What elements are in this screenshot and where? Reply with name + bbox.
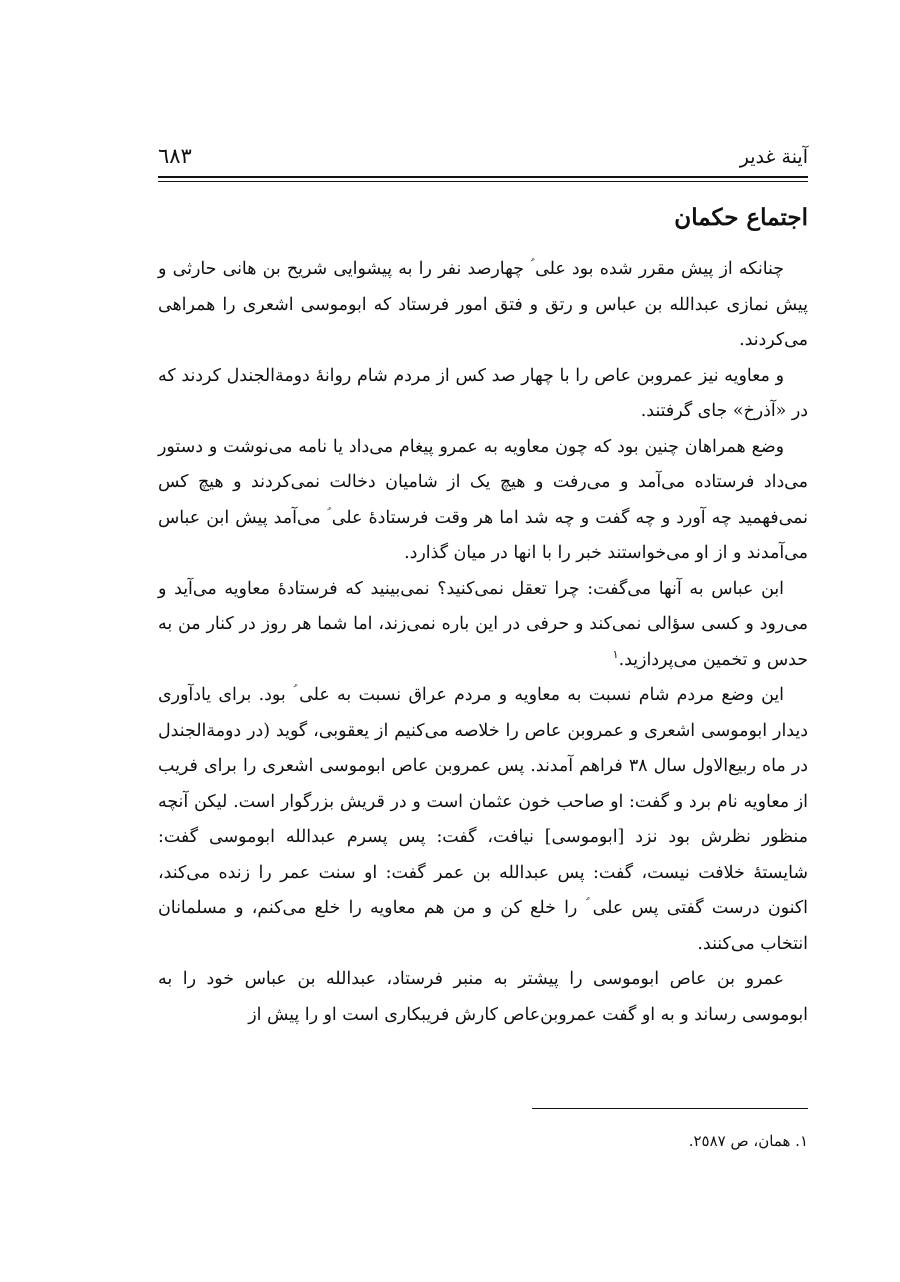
- section-title: اجتماع حكمان: [674, 204, 808, 231]
- page-header: [158, 140, 808, 178]
- paragraph-5: اين وضع مردم شام نسبت به معاويه و مردم عراق نسبت به علی ؑ بود. برای يادآوری ديدار ابوموسی اشعری و عمروبن عاص را خلاصه می‌كنيم از يعقوبی، گويد (در دومة‌الجندل در ماه ربيع‌الاول سال ٣٨ فراهم آمدند. پس عمروبن عاص ابوموسی اشعری را برای فريب از معاويه نام برد و گفت: او صاحب خون عثمان است و در قريش بزرگوار است. ليكن آنچه منظور نظرش بود نزد [ابوموسی] نيافت، گفت: پس پسرم عبدالله ابوموسی گفت: شايستۀ خلافت نيست، گفت: پس عبدالله بن عمر گفت: او سنت عمر را زنده می‌كند، اكنون درست گفتی پس علی ؑ را خلع كن و من هم معاويه را خلع می‌كنم، و مسلمانان انتخاب می‌كنند.: [158, 685, 808, 954]
- paragraph-1: چنانكه از پيش مقرر شده بود علی ؑ چهارصد نفر را به پيشوايی شريح بن هانی حارثی و پيش نمازی عبدالله بن عباس و رتق و فتق امور فرستاد كه ابوموسی اشعری را همراهی می‌كردند.: [158, 259, 808, 350]
- running-header-title: آينة غدير: [739, 146, 808, 168]
- header-rule: [158, 176, 808, 178]
- paragraph-4: [158, 572, 808, 679]
- header-rule-thin: [158, 181, 808, 182]
- paragraph-3: وضع همراهان چنين بود كه چون معاويه به عمرو پيغام می‌داد يا نامه می‌نوشت و دستور می‌داد فرستاده می‌آمد و می‌رفت و هيچ يک از شاميان دخالت نمی‌كردند و هيچ كس نمی‌فهميد چه آورد و چه گفت و چه شد اما هر وقت فرستادۀ علی ؑ می‌آمد پيش ابن عباس می‌آمدند و از او می‌خواستند خبر را با انها در ميان گذارد.: [158, 436, 808, 563]
- footnote-marker: ١: [612, 647, 619, 661]
- footnote-rule: [532, 1108, 808, 1109]
- footnote: ١. همان، ص ٢٥٨٧.: [688, 1132, 808, 1150]
- paragraph-4-text: ابن عباس به آنها می‌گفت: چرا تعقل نمی‌كنيد؟ نمی‌بينيد كه فرستادۀ معاويه می‌آيد و می‌رود و كسی سؤالی نمی‌كند و حرفی در اين باره نمی‌زند، اما شما هر روز در كنار من به حدس و تخمين می‌پردازيد.: [158, 578, 808, 670]
- paragraph-2: و معاويه نيز عمروبن عاص را با چهار صد كس از مردم شام روانۀ دومة‌الجندل كردند كه در «آذرخ» جای گرفتند.: [158, 365, 808, 421]
- paragraph-6: عمرو بن عاص ابوموسی را پيشتر به منبر فرستاد، عبدالله بن عباس خود را به ابوموسی رساند و به او گفت عمروبن‌عاص كارش فريبكاری است او را پيش از: [158, 969, 808, 1025]
- body-text: [158, 252, 808, 1033]
- page-number: ٦٨٣: [158, 144, 192, 168]
